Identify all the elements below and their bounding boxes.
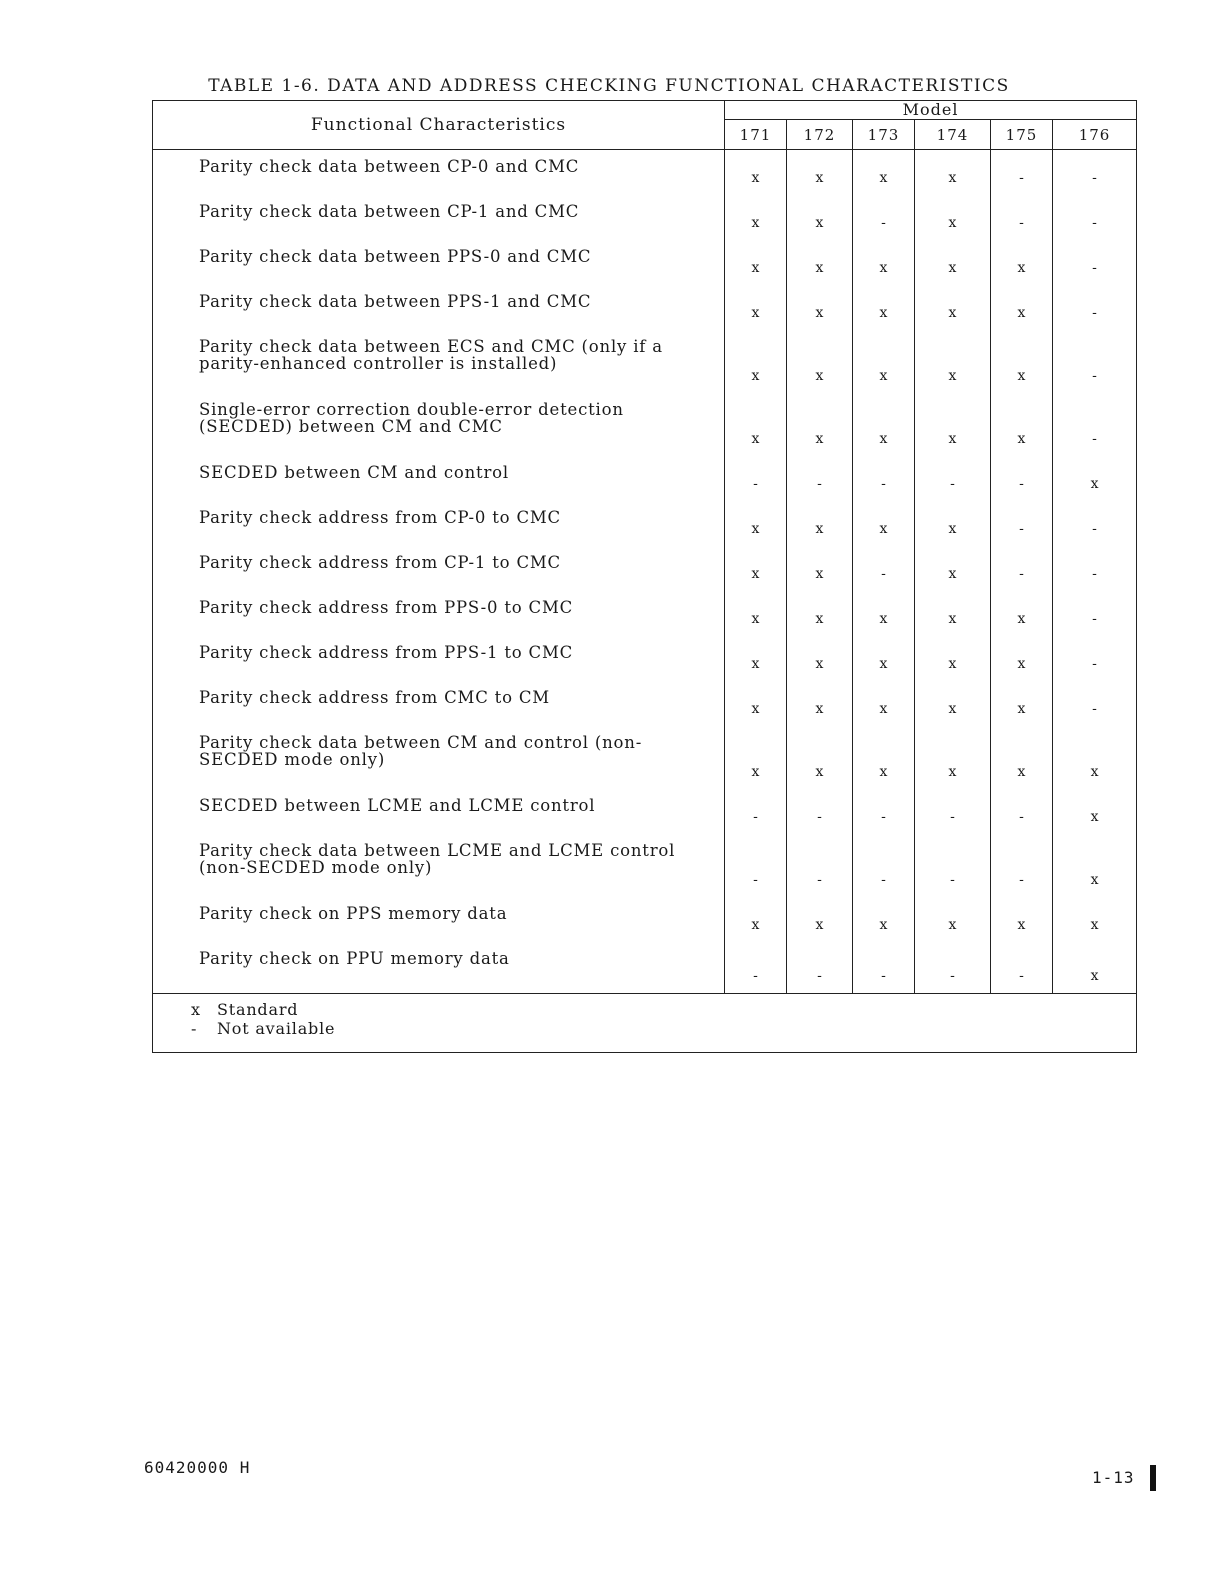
- functional-characteristic: [153, 636, 725, 681]
- functional-characteristic: [153, 591, 725, 636]
- model-175-mark: -: [991, 195, 1053, 240]
- model-176-mark: x: [1053, 789, 1137, 834]
- functional-characteristic: [153, 393, 725, 456]
- table-row: [153, 240, 1137, 285]
- model-171-mark: x: [725, 591, 787, 636]
- model-174-mark: x: [915, 681, 991, 726]
- model-172-mark: x: [787, 546, 853, 591]
- model-173-mark: x: [853, 591, 915, 636]
- model-175-mark: -: [991, 789, 1053, 834]
- model-171-mark: x: [725, 240, 787, 285]
- functional-characteristic: [153, 240, 725, 285]
- model-172-mark: -: [787, 456, 853, 501]
- model-176-mark: -: [1053, 285, 1137, 330]
- model-176-mark: x: [1053, 897, 1137, 942]
- table-title: TABLE 1-6. DATA AND ADDRESS CHECKING FUNCTIONAL CHARACTERISTICS: [208, 76, 1010, 96]
- model-172-mark: x: [787, 897, 853, 942]
- model-174-mark: x: [915, 501, 991, 546]
- characteristic-line: Parity check data between CM and control (non-: [199, 733, 643, 752]
- model-172-mark: x: [787, 150, 853, 196]
- model-173-mark: x: [853, 150, 915, 196]
- model-175-mark: -: [991, 834, 1053, 897]
- model-175-mark: x: [991, 240, 1053, 285]
- model-171-mark: x: [725, 681, 787, 726]
- model-175-mark: -: [991, 501, 1053, 546]
- functional-characteristic: [153, 897, 725, 942]
- legend-symbol: -: [191, 1019, 198, 1038]
- characteristic-line: Parity check data between PPS-0 and CMC: [199, 247, 592, 266]
- characteristic-line: Parity check data between CP-1 and CMC: [199, 202, 580, 221]
- model-173-mark: -: [853, 546, 915, 591]
- model-173-mark: x: [853, 681, 915, 726]
- characteristic-line: Parity check data between LCME and LCME control: [199, 841, 676, 860]
- model-175-mark: x: [991, 285, 1053, 330]
- table-body: [153, 150, 1137, 994]
- model-175-mark: x: [991, 393, 1053, 456]
- model-171-mark: x: [725, 726, 787, 789]
- model-173-mark: x: [853, 501, 915, 546]
- model-173-mark: -: [853, 834, 915, 897]
- functional-characteristic: [153, 726, 725, 789]
- document-number: 60420000 H: [144, 1458, 251, 1477]
- characteristic-line: (non-SECDED mode only): [199, 858, 433, 877]
- characteristic-line: parity-enhanced controller is installed): [199, 354, 558, 373]
- table-row: [153, 546, 1137, 591]
- model-171-mark: x: [725, 330, 787, 393]
- characteristic-line: Parity check data between CP-0 and CMC: [199, 157, 580, 176]
- model-172: 172: [787, 120, 853, 150]
- model-175-mark: x: [991, 897, 1053, 942]
- model-175-mark: -: [991, 150, 1053, 196]
- model-173: 173: [853, 120, 915, 150]
- characteristic-line: SECDED between CM and control: [199, 463, 509, 482]
- model-174-mark: -: [915, 942, 991, 994]
- functional-characteristic: [153, 789, 725, 834]
- characteristic-line: Parity check on PPU memory data: [199, 949, 510, 968]
- model-174-mark: x: [915, 546, 991, 591]
- model-174-mark: x: [915, 330, 991, 393]
- functional-characteristic: [153, 834, 725, 897]
- model-176-mark: x: [1053, 834, 1137, 897]
- model-171-mark: x: [725, 150, 787, 196]
- functional-characteristic: [153, 501, 725, 546]
- characteristic-line: Single-error correction double-error detection: [199, 400, 624, 419]
- functional-characteristic: [153, 681, 725, 726]
- model-176-mark: x: [1053, 456, 1137, 501]
- table-row: [153, 393, 1137, 456]
- characteristic-line: Parity check address from PPS-1 to CMC: [199, 643, 574, 662]
- model-176-mark: -: [1053, 195, 1137, 240]
- model-172-mark: -: [787, 789, 853, 834]
- functional-characteristic: [153, 942, 725, 994]
- table-row: [153, 681, 1137, 726]
- header-model: Model: [725, 101, 1137, 120]
- table-row: [153, 897, 1137, 942]
- model-176-mark: -: [1053, 501, 1137, 546]
- model-172-mark: x: [787, 636, 853, 681]
- model-171-mark: x: [725, 636, 787, 681]
- model-175-mark: x: [991, 330, 1053, 393]
- characteristic-line: SECDED mode only): [199, 750, 386, 769]
- table-row: [153, 501, 1137, 546]
- characteristic-line: Parity check address from CMC to CM: [199, 688, 551, 707]
- table-row: [153, 789, 1137, 834]
- model-172-mark: x: [787, 501, 853, 546]
- model-171-mark: -: [725, 942, 787, 994]
- model-172-mark: x: [787, 681, 853, 726]
- model-173-mark: -: [853, 942, 915, 994]
- model-175-mark: x: [991, 681, 1053, 726]
- functional-characteristic: [153, 150, 725, 196]
- model-174-mark: x: [915, 150, 991, 196]
- model-173-mark: -: [853, 195, 915, 240]
- model-171-mark: x: [725, 501, 787, 546]
- model-172-mark: x: [787, 330, 853, 393]
- legend-item: [191, 1000, 1136, 1019]
- model-174-mark: x: [915, 726, 991, 789]
- table-row: [153, 636, 1137, 681]
- model-175: 175: [991, 120, 1053, 150]
- model-174-mark: -: [915, 834, 991, 897]
- model-174: 174: [915, 120, 991, 150]
- functional-characteristic: [153, 456, 725, 501]
- model-173-mark: x: [853, 897, 915, 942]
- table-row: [153, 150, 1137, 196]
- table-row: [153, 834, 1137, 897]
- model-173-mark: x: [853, 240, 915, 285]
- model-174-mark: x: [915, 636, 991, 681]
- model-174-mark: x: [915, 195, 991, 240]
- model-173-mark: -: [853, 456, 915, 501]
- header-functional-characteristics: Functional Characteristics: [153, 101, 725, 150]
- characteristic-line: (SECDED) between CM and CMC: [199, 417, 503, 436]
- model-174-mark: -: [915, 789, 991, 834]
- table-row: [153, 330, 1137, 393]
- model-175-mark: x: [991, 726, 1053, 789]
- model-171-mark: -: [725, 834, 787, 897]
- model-173-mark: x: [853, 330, 915, 393]
- page-number: 1-13: [1092, 1468, 1135, 1487]
- model-176-mark: -: [1053, 150, 1137, 196]
- model-175-mark: -: [991, 546, 1053, 591]
- model-172-mark: x: [787, 285, 853, 330]
- table-row: [153, 456, 1137, 501]
- characteristic-line: Parity check address from PPS-0 to CMC: [199, 598, 574, 617]
- legend-item: [191, 1019, 1136, 1038]
- table-row: [153, 591, 1137, 636]
- model-174-mark: x: [915, 591, 991, 636]
- model-176-mark: -: [1053, 636, 1137, 681]
- checking-characteristics-table: [152, 100, 1137, 1053]
- model-175-mark: x: [991, 591, 1053, 636]
- table-row: [153, 285, 1137, 330]
- characteristic-line: Parity check on PPS memory data: [199, 904, 508, 923]
- characteristic-line: Parity check address from CP-1 to CMC: [199, 553, 561, 572]
- characteristic-line: Parity check address from CP-0 to CMC: [199, 508, 561, 527]
- legend-symbol: x: [191, 1000, 201, 1019]
- model-171-mark: x: [725, 393, 787, 456]
- change-bar: [1150, 1465, 1156, 1491]
- characteristic-line: Parity check data between ECS and CMC (only if a: [199, 337, 663, 356]
- model-171-mark: -: [725, 456, 787, 501]
- characteristic-line: Parity check data between PPS-1 and CMC: [199, 292, 592, 311]
- functional-characteristic: [153, 195, 725, 240]
- model-176-mark: -: [1053, 681, 1137, 726]
- model-175-mark: -: [991, 942, 1053, 994]
- table-row: [153, 195, 1137, 240]
- model-172-mark: x: [787, 195, 853, 240]
- model-175-mark: -: [991, 456, 1053, 501]
- model-172-mark: x: [787, 240, 853, 285]
- model-175-mark: x: [991, 636, 1053, 681]
- model-172-mark: x: [787, 393, 853, 456]
- model-171-mark: x: [725, 897, 787, 942]
- model-174-mark: -: [915, 456, 991, 501]
- model-172-mark: -: [787, 942, 853, 994]
- model-171-mark: x: [725, 195, 787, 240]
- model-176-mark: -: [1053, 330, 1137, 393]
- model-174-mark: x: [915, 240, 991, 285]
- legend-meaning: Not available: [217, 1019, 336, 1038]
- characteristic-line: SECDED between LCME and LCME control: [199, 796, 596, 815]
- functional-characteristic: [153, 285, 725, 330]
- model-176-mark: x: [1053, 726, 1137, 789]
- model-174-mark: x: [915, 897, 991, 942]
- model-176: 176: [1053, 120, 1137, 150]
- model-176-mark: -: [1053, 546, 1137, 591]
- model-176-mark: -: [1053, 591, 1137, 636]
- model-172-mark: -: [787, 834, 853, 897]
- functional-characteristic: [153, 330, 725, 393]
- model-176-mark: -: [1053, 240, 1137, 285]
- model-174-mark: x: [915, 285, 991, 330]
- model-173-mark: x: [853, 285, 915, 330]
- model-173-mark: x: [853, 636, 915, 681]
- model-176-mark: -: [1053, 393, 1137, 456]
- model-173-mark: -: [853, 789, 915, 834]
- legend: [153, 994, 1137, 1053]
- model-172-mark: x: [787, 591, 853, 636]
- model-171-mark: x: [725, 546, 787, 591]
- model-176-mark: x: [1053, 942, 1137, 994]
- model-171-mark: -: [725, 789, 787, 834]
- table-row: [153, 942, 1137, 994]
- model-171: 171: [725, 120, 787, 150]
- functional-characteristic: [153, 546, 725, 591]
- model-173-mark: x: [853, 393, 915, 456]
- model-172-mark: x: [787, 726, 853, 789]
- table-row: [153, 726, 1137, 789]
- legend-meaning: Standard: [217, 1000, 299, 1019]
- model-173-mark: x: [853, 726, 915, 789]
- model-171-mark: x: [725, 285, 787, 330]
- model-174-mark: x: [915, 393, 991, 456]
